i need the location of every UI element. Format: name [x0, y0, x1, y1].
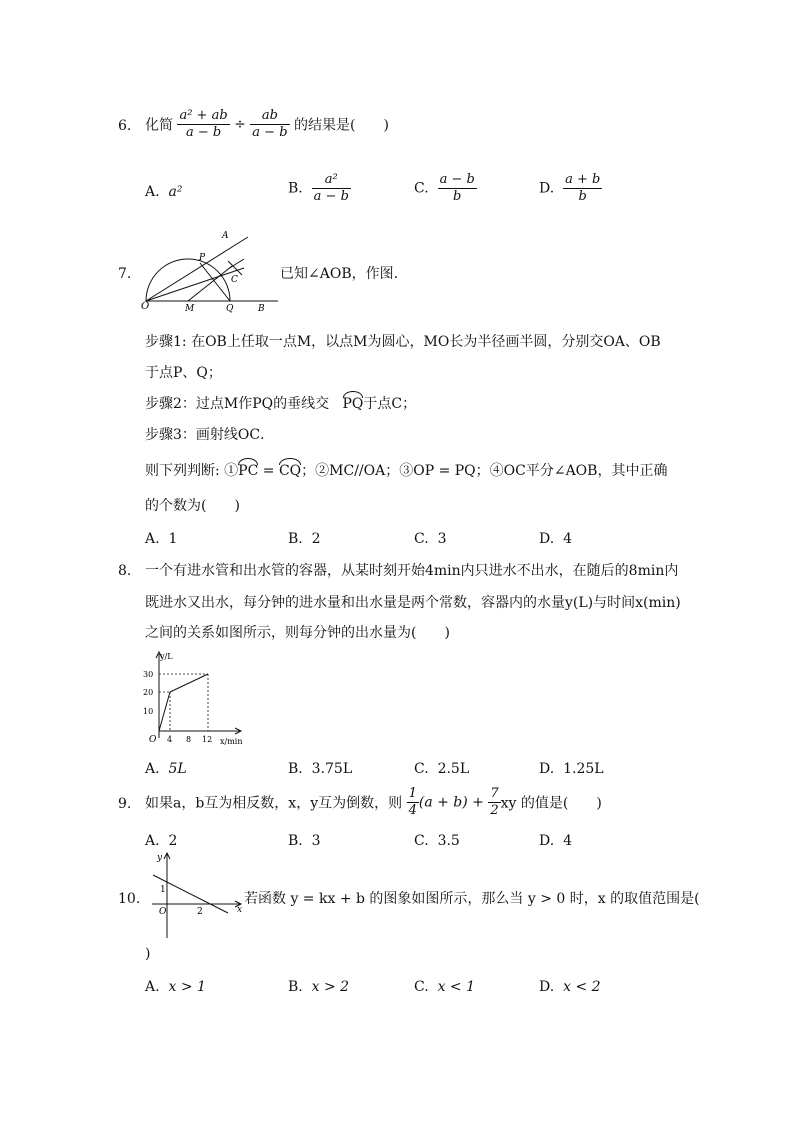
- fraction-denominator: a − b: [313, 189, 349, 204]
- option-c[interactable]: [414, 978, 475, 996]
- option-text: 3: [311, 833, 321, 849]
- option-text: 1.25L: [563, 761, 604, 777]
- x-axis-label: x/min: [220, 737, 243, 746]
- option-label: D.: [539, 833, 555, 849]
- step-1-line-1: 步骤1: 在OB上任取一点M，以点M为圆心，MO长为半径画半圆，分别交OA、OB: [145, 334, 661, 350]
- option-label: A.: [145, 184, 160, 200]
- label-q: Q: [226, 304, 234, 314]
- construction-figure: [140, 225, 282, 317]
- option-text: 3.5: [437, 833, 460, 849]
- question-number: 8.: [118, 563, 132, 579]
- option-b[interactable]: [288, 760, 352, 778]
- arc-notation: PC: [238, 463, 259, 479]
- option-c[interactable]: [414, 530, 447, 548]
- label-p: P: [199, 253, 206, 263]
- option-d[interactable]: [539, 978, 601, 996]
- option-label: B.: [288, 833, 303, 849]
- fraction-numerator: 1: [408, 786, 417, 801]
- option-label: A.: [145, 979, 160, 995]
- option-label: C.: [414, 761, 429, 777]
- option-label: C.: [414, 833, 429, 849]
- option-text: 4: [563, 833, 573, 849]
- option-text: x < 1: [437, 979, 476, 995]
- option-text: 3: [437, 531, 447, 547]
- option-label: B.: [288, 180, 303, 197]
- option-a[interactable]: [145, 760, 187, 778]
- option-d[interactable]: [539, 530, 572, 548]
- option-c[interactable]: [414, 760, 469, 778]
- stem-line-1: 一个有进水管和出水管的容器，从某时刻开始4min内只进水不出水，在随后的8min内: [145, 563, 679, 579]
- fraction-numerator: a − b: [439, 172, 475, 187]
- label-b: B: [258, 304, 265, 314]
- y-tick: 20: [143, 688, 154, 697]
- stem-text: 化简: [145, 117, 173, 134]
- fraction-denominator: a − b: [252, 125, 288, 140]
- fraction-numerator: a + b: [565, 172, 601, 187]
- option-label: B.: [288, 531, 303, 547]
- option-d[interactable]: [539, 172, 602, 205]
- fraction: [250, 108, 289, 141]
- option-a[interactable]: [145, 530, 177, 548]
- label-m: M: [185, 304, 195, 314]
- option-a[interactable]: [145, 183, 182, 201]
- option-text: x < 2: [563, 979, 601, 995]
- semicircle: [146, 259, 230, 301]
- option-d[interactable]: [539, 832, 572, 850]
- option-label: B.: [288, 979, 303, 995]
- option-text: 4: [563, 531, 573, 547]
- option-label: B.: [288, 761, 303, 777]
- option-label: A.: [145, 833, 160, 849]
- option-label: D.: [539, 531, 555, 547]
- fraction-numerator: a² + ab: [179, 108, 228, 123]
- option-label: A.: [145, 761, 160, 777]
- step-text: 步骤2：过点M作PQ的垂线交: [145, 396, 330, 412]
- stem-line-2: 既进水又出水，每分钟的进水量和出水量是两个常数，容器内的水量y(L)与时间x(min): [145, 595, 681, 611]
- x-intercept-label: 2: [197, 907, 203, 917]
- x-tick: 12: [202, 735, 213, 744]
- option-b[interactable]: [288, 530, 321, 548]
- option-c[interactable]: [414, 832, 460, 850]
- fraction-denominator: a − b: [185, 125, 222, 140]
- option-text: x > 1: [168, 979, 206, 995]
- fraction: [438, 172, 477, 205]
- y-axis-label: y/L: [160, 652, 173, 661]
- judgement-line-1: [145, 462, 667, 480]
- label-a: A: [222, 231, 229, 241]
- y-axis-label: y: [157, 853, 163, 863]
- question-stem: [145, 108, 389, 141]
- step-2: [145, 395, 416, 413]
- option-d[interactable]: [539, 760, 604, 778]
- option-text: x > 2: [311, 979, 350, 995]
- label-c: C: [231, 275, 238, 285]
- y-tick: 10: [143, 707, 154, 716]
- stem-text: 如果a，b互为相反数，x，y互为倒数，则: [145, 795, 403, 812]
- fraction-numerator: a²: [312, 172, 351, 189]
- question-number: 9.: [118, 796, 132, 812]
- option-label: C.: [414, 180, 429, 197]
- option-b[interactable]: [288, 832, 321, 850]
- step-1-line-2: 于点P、Q；: [145, 365, 222, 381]
- fraction: [312, 172, 351, 205]
- option-label: D.: [539, 761, 555, 777]
- question-stem-close: ): [145, 946, 151, 962]
- option-text: 5L: [168, 761, 187, 777]
- option-text: a²: [168, 184, 183, 200]
- option-text: 1: [168, 531, 178, 547]
- option-text: 2: [311, 531, 321, 547]
- step-text: 于点C；: [363, 396, 417, 412]
- fraction-denominator: 2: [490, 803, 499, 818]
- fraction-denominator: 4: [408, 803, 417, 818]
- volume-line: [159, 674, 208, 731]
- option-b[interactable]: [288, 978, 349, 996]
- equals-sign: =: [258, 463, 279, 479]
- option-a[interactable]: [145, 978, 206, 996]
- water-volume-graph: [140, 648, 250, 748]
- option-label: C.: [414, 531, 429, 547]
- y-tick: 30: [143, 670, 154, 679]
- judge-text: ；②MC//OA；③OP = PQ；④OC平分∠AOB，其中正确: [301, 463, 668, 479]
- fraction-denominator: b: [453, 189, 462, 204]
- question-number: 6.: [118, 118, 132, 134]
- fraction: [407, 786, 419, 819]
- step-3: 步骤3：画射线OC．: [145, 427, 275, 443]
- origin-label: O: [149, 735, 157, 745]
- fraction: [177, 108, 229, 141]
- fraction-numerator: ab: [250, 108, 289, 125]
- option-text: 2: [168, 833, 178, 849]
- question-number: 10.: [118, 891, 141, 907]
- option-text: 3.75L: [311, 761, 353, 777]
- stem-math: (a + b) +: [418, 794, 489, 811]
- label-o: O: [141, 301, 150, 312]
- y-intercept-label: 1: [160, 885, 166, 895]
- question-number: 7.: [118, 266, 132, 282]
- option-c[interactable]: [414, 172, 477, 205]
- option-label: D.: [539, 979, 555, 995]
- question-stem: 若函数 y = kx + b 的图象如图所示，那么当 y > 0 时，x 的取值范围是(: [244, 891, 700, 907]
- stem-line-3: 之间的关系如图所示，则每分钟的出水量为( ): [145, 625, 450, 641]
- option-label: C.: [414, 979, 429, 995]
- option-text: 2.5L: [437, 761, 470, 777]
- question-stem: [145, 786, 602, 819]
- judge-text: 则下列判断: ①: [145, 463, 239, 479]
- x-tick: 4: [167, 735, 173, 744]
- fraction: [488, 786, 500, 819]
- option-label: A.: [145, 531, 160, 547]
- arc-notation: PQ: [342, 396, 364, 412]
- fraction-numerator: 7: [490, 786, 499, 801]
- linear-function-graph: [148, 848, 244, 940]
- arc-notation: CQ: [278, 463, 302, 479]
- stem-text: xy 的值是( ): [500, 795, 602, 812]
- fraction: [563, 172, 602, 205]
- origin-label: O: [159, 907, 167, 917]
- fraction-denominator: b: [578, 189, 587, 204]
- option-label: D.: [539, 180, 555, 197]
- x-tick: 8: [186, 735, 192, 744]
- stem-text: 的结果是( ): [293, 117, 389, 134]
- judgement-line-2: 的个数为( ): [145, 498, 240, 514]
- question-intro: 已知∠AOB，作图.: [280, 266, 399, 282]
- division-sign: ÷: [234, 116, 246, 133]
- x-axis-label: x: [237, 905, 243, 915]
- option-b[interactable]: [288, 172, 351, 205]
